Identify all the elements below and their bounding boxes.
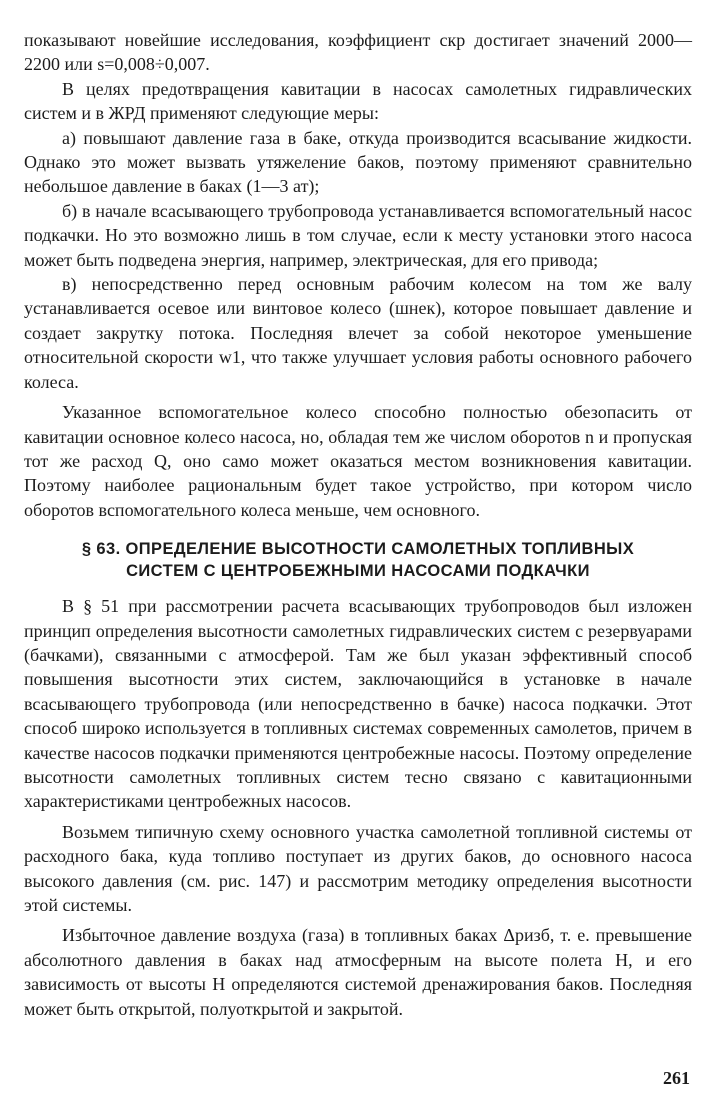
paragraph-excess-pressure: Избыточное давление воздуха (газа) в топливных баках Δpизб, т. е. превышение абсолютного давления в баках над атмосферным на высоте полета H, и его зависимость от высоты H определяются системой дренажирования баков. Последняя может быть открытой, полуоткрытой и закрытой. (24, 925, 692, 1019)
paragraph-auxiliary-wheel: Указанное вспомогательное колесо способно полностью обезопасить от кавитации основное колесо насоса, но, обладая тем же числом оборотов n и пропуская тот же расход Q, оно само может оказаться местом возникновения кавитации. Поэтому наиболее рациональным будет такое устройство, при котором число оборотов вспомогательного колеса меньше, чем основного. (24, 402, 692, 520)
section-heading (24, 538, 692, 582)
list-item-v: в) непосредственно перед основным рабочим колесом на том же валу устанавливается осевое или винтовое колесо (шнек), которое повышает давление и создает закрутку потока. Последняя влечет за собой некоторое уменьшение относительной скорости w1, что также улучшает условия работы основного рабочего колеса. (24, 274, 692, 392)
page-body (24, 28, 692, 1021)
paragraph-section-intro: В § 51 при рассмотрении расчета всасывающих трубопроводов был изложен принцип определения высотности самолетных гидравлических систем с резервуарами (бачками), связанными с атмосферой. Там же был указан эффективный способ повышения высотности этих систем, заключающийся в установке в начале всасывающего трубопровода (или непосредственно в бачке) насоса подкачки. Этот способ широко используется в топливных системах современных самолетов, причем в качестве насосов подкачки применяются центробежные насосы. Поэтому определение высотности самолетных топливных систем тесно связано с кавитационными характеристиками центробежных насосов. (24, 596, 692, 812)
paragraph-typical-scheme: Возьмем типичную схему основного участка самолетной топливной системы от расходного бака, куда топливо поступает из других баков, до основного насоса высокого давления (см. рис. 147) и рассмотрим методику определения высотности этой системы. (24, 821, 692, 915)
list-item-a: а) повышают давление газа в баке, откуда производится всасывание жидкости. Однако это может вызвать утяжеление баков, поэтому применяют сравнительно небольшое давление в баках (1—3 ат); (24, 127, 692, 197)
paragraph-intro-continuation: показывают новейшие исследования, коэффициент cкр достигает значений 2000—2200 или s=0,008÷0,007. (24, 30, 692, 75)
list-item-b: б) в начале всасывающего трубопровода устанавливается вспомогательный насос подкачки. Но это возможно лишь в том случае, если к месту установки этого насоса может быть подведена энергия, например, электрическая, для его привода; (24, 200, 692, 270)
paragraph-measures-intro: В целях предотвращения кавитации в насосах самолетных гидравлических систем и в ЖРД применяют следующие меры: (24, 78, 692, 124)
section-heading-line-1: § 63. ОПРЕДЕЛЕНИЕ ВЫСОТНОСТИ САМОЛЕТНЫХ ТОПЛИВНЫХ (81, 540, 635, 559)
page-number: 261 (663, 1068, 690, 1088)
section-heading-line-2: СИСТЕМ С ЦЕНТРОБЕЖНЫМИ НАСОСАМИ ПОДКАЧКИ (126, 562, 590, 581)
